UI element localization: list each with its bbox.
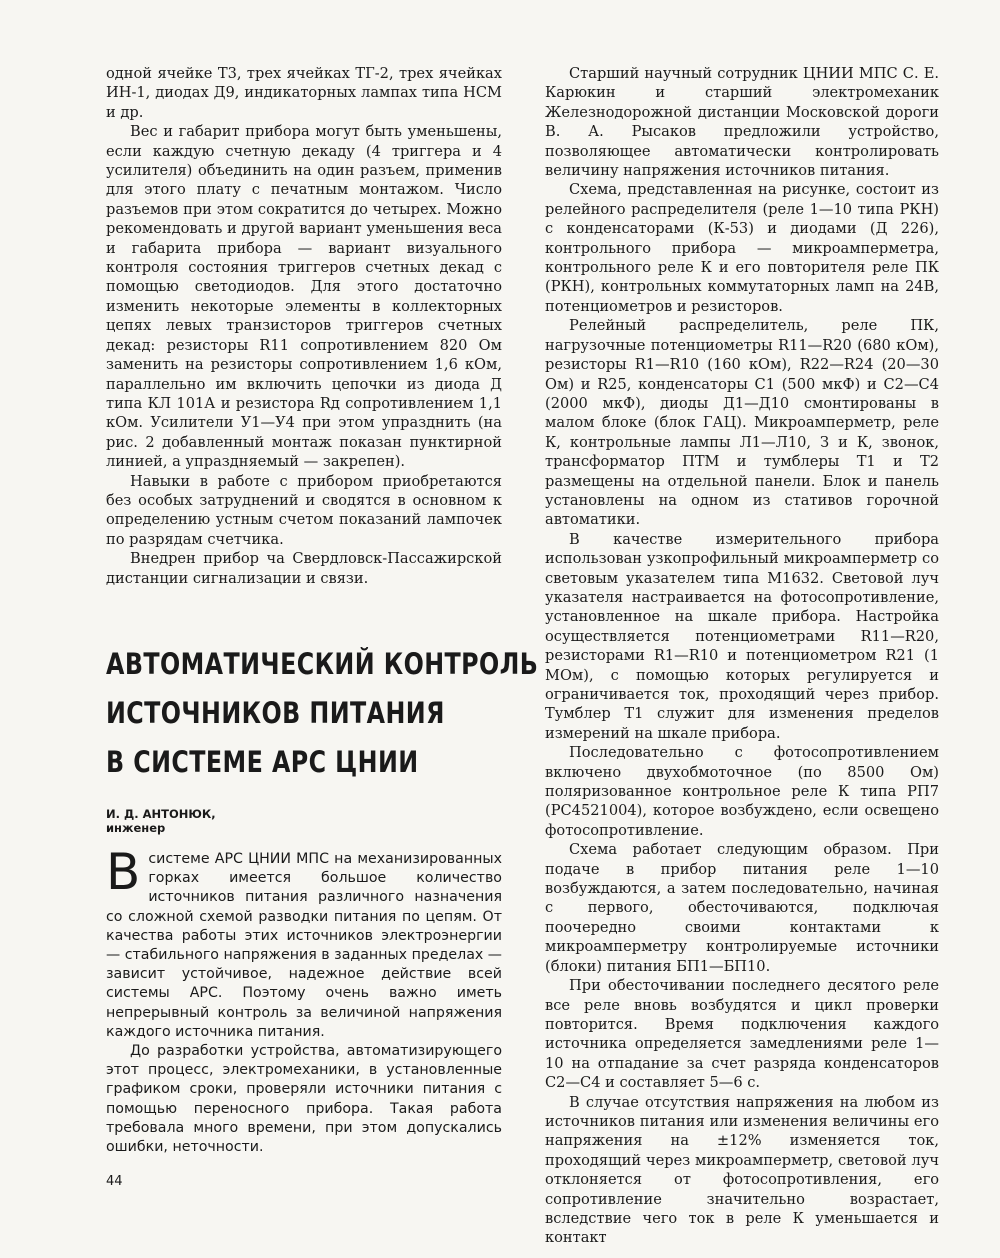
paragraph: При обесточивании последнего десятого реле все реле вновь возбудятся и цикл проверки повторится. Время подключения каждого источника определяется замедлениями реле 1—10 на отпадание за счет разряда конденсаторов С2—С4 и составляет 5—6 с. [545, 977, 939, 1092]
paragraph: Внедрен прибор ча Свердловск-Пассажирской дистанции сигнализации и связи. [106, 550, 502, 587]
author-byline [106, 807, 216, 835]
paragraph: Старший научный сотрудник ЦНИИ МПС С. Е. Карюкин и старший электромеханик Железнодорожной дистанции Московской дороги В. А. Рысаков предложили устройство, позволяющее автоматически контролировать величину напряжения источников питания. [545, 65, 939, 180]
paragraph: Последовательно с фотосопротивлением включено двухобмоточное (по 8500 Ом) поляризованное контрольное реле К типа РП7 (РС4521004), которое возбуждено, если освещено фотосопротивление. [545, 744, 939, 839]
paragraph: Схема работает следующим образом. При подаче в прибор питания реле 1—10 возбуждаются, а затем последовательно, начиная с первого, обесточиваются, подключая поочередно своими контактами к микроамперметру контролируемые источники (блоки) питания БП1—БП10. [545, 841, 939, 975]
author-role: инженер [106, 821, 166, 835]
article-lead [106, 843, 502, 1157]
article-title-line: АВТОМАТИЧЕСКИЙ КОНТРОЛЬ [106, 647, 539, 681]
drop-cap: В [106, 843, 141, 901]
lead-paragraph: До разработки устройства, автоматизирующего этот процесс, электромеханики, в установленные графиком сроки, проверяли источники питания с помощью переносного прибора. Такая работа требовала много времени, при этом допускались ошибки, неточности. [106, 1043, 502, 1156]
article-title-line: ИСТОЧНИКОВ ПИТАНИЯ [106, 696, 445, 730]
left-column-continued-text [106, 64, 502, 588]
lead-text: системе АРС ЦНИИ МПС на механизированных горках имеется большое количество источников питания различного назначения со сложной схемой разводки питания по цепям. От качества работы этих источников электроэнергии — стабильного напряжения в заданных пределах — зависит устойчивое, надежное действие всей системы АРС. Поэтому очень важно иметь непрерывный контроль за величиной напряжения каждого источника питания. [106, 851, 502, 1040]
article-title [106, 640, 539, 787]
paragraph: одной ячейке Т3, трех ячейках ТГ-2, трех ячейках ИН-1, диодах Д9, индикаторных лампах типа НСМ и др. [106, 65, 502, 121]
page-number: 44 [106, 1174, 123, 1189]
paragraph: В качестве измерительного прибора использован узкопрофильный микроамперметр со световым указателем типа М1632. Световой луч указателя настраивается на фотосопротивление, установленное на шкале прибора. Настройка осуществляется потенциометрами R11—R20, резисторами R1—R10 и потенциометром R21 (1 МОм), с помощью которых регулируется и ограничивается ток, проходящий через прибор. Тумблер Т1 служит для изменения пределов измерений на шкале прибора. [545, 530, 939, 742]
paragraph: Вес и габарит прибора могут быть уменьшены, если каждую счетную декаду (4 триггера и 4 усилителя) объединить на один разъем, применив для этого плату с печатным монтажом. Число разъемов при этом сократится до четырех. Можно рекомендовать и другой вариант уменьшения веса и габарита прибора — вариант визуального контроля состояния триггеров счетных декад с помощью светодиодов. Для этого достаточно изменить некоторые элементы в коллекторных цепях левых транзисторов триггеров счетных декад: резисторы R11 сопротивлением 820 Ом заменить на резисторы сопротивлением 1,6 кОм, параллельно им включить цепочки из диода Д типа КЛ 101А и резистора Rд сопротивлением 1,1 кОм. Усилители У1—У4 при этом упразднить (на рис. 2 добавленный монтаж показан пунктирной линией, а упраздняемый — закрепен). [106, 123, 502, 471]
paragraph: Навыки в работе с прибором приобретаются без особых затруднений и сводятся в основном к определению устным счетом показаний лампочек по разрядам счетчика. [106, 472, 502, 548]
right-column-text [545, 64, 939, 1248]
author-name: И. Д. АНТОНЮК, [106, 807, 216, 821]
paragraph: Релейный распределитель, реле ПК, нагрузочные потенциометры R11—R20 (680 кОм), резисторы R1—R10 (160 кОм), R22—R24 (20—30 Ом) и R25, конденсаторы С1 (500 мкФ) и С2—С4 (2000 мкФ), диоды Д1—Д10 смонтированы в малом блоке (блок ГАЦ). Микроамперметр, реле К, контрольные лампы Л1—Л10, З и К, звонок, трансформатор ПТМ и тумблеры Т1 и Т2 размещены на отдельной панели. Блок и панель установлены на одном из стативов горочной автоматики. [545, 317, 939, 529]
article-title-line: В СИСТЕМЕ АРС ЦНИИ [106, 745, 419, 779]
paragraph: Схема, представленная на рисунке, состоит из релейного распределителя (реле 1—10 типа РКН) с конденсаторами (К-53) и диодами (Д 226), контрольного прибора — микроамперметра, контрольного реле К и его повторителя реле ПК (РКН), контрольных коммутаторных ламп на 24В, потенциометров и резисторов. [545, 181, 939, 315]
lead-paragraph [106, 843, 502, 1042]
paragraph: В случае отсутствия напряжения на любом из источников питания или изменения величины его напряжения на ±12% изменяется ток, проходящий через микроамперметр, световой луч отклоняется от фотосопротивления, его сопротивление значительно возрастает, вследствие чего ток в реле К уменьшается и контакт [545, 1093, 939, 1247]
